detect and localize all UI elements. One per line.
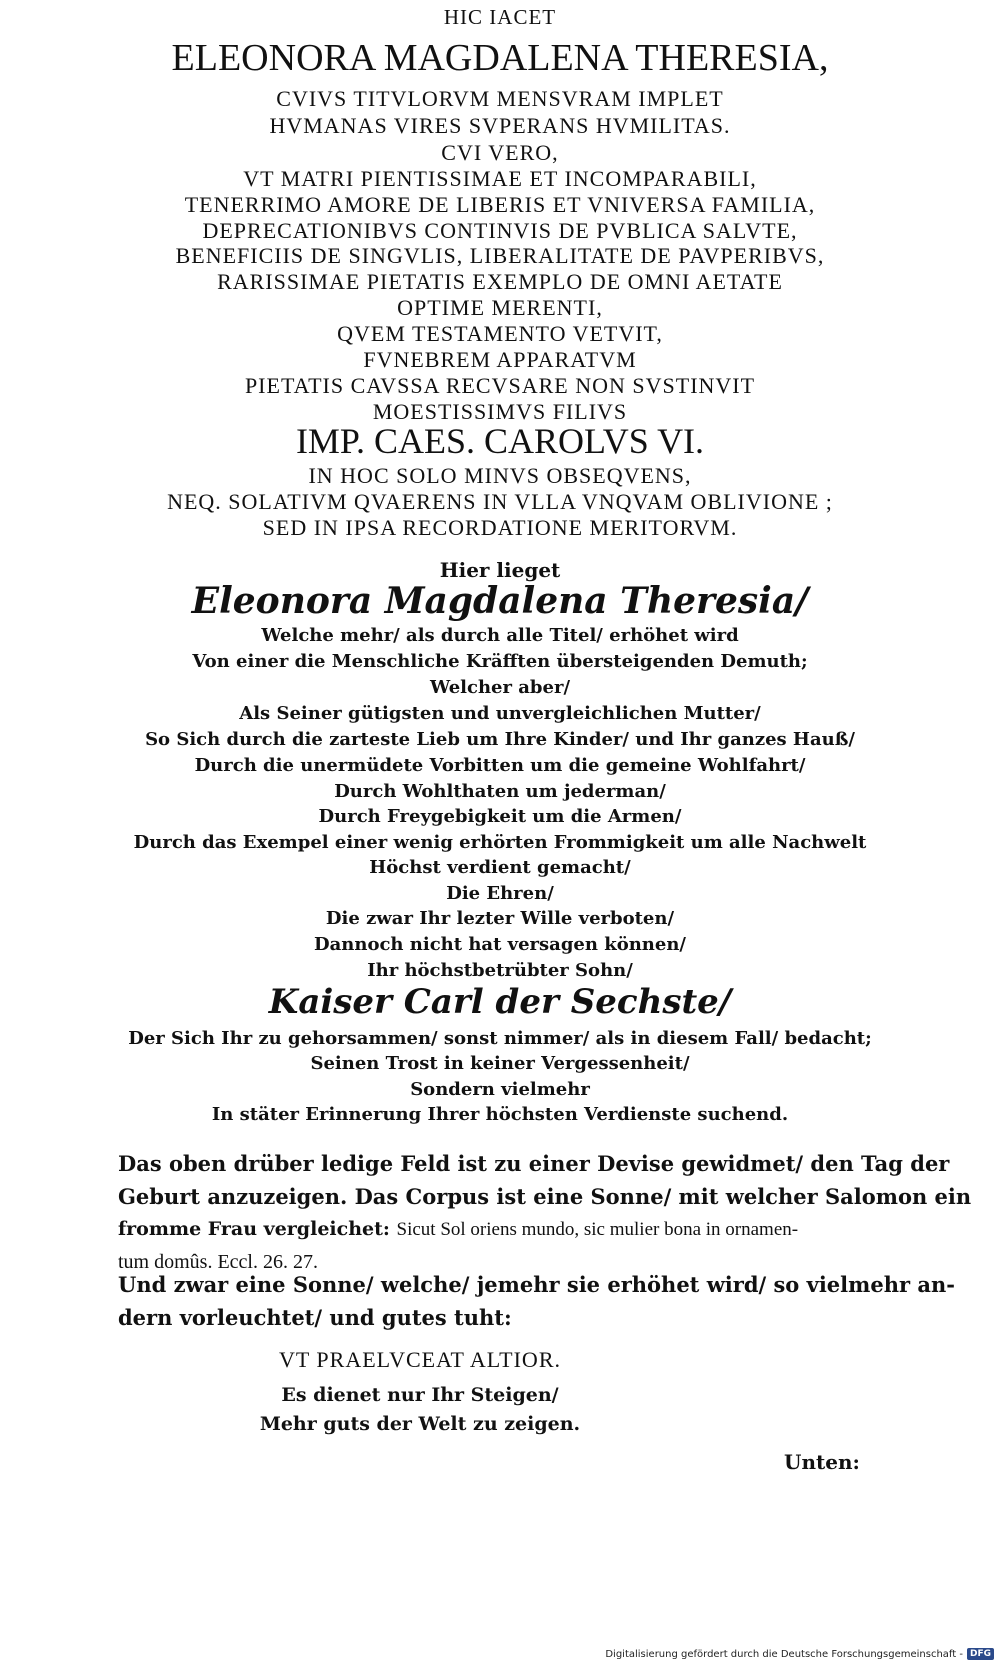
latin-line: CVIVS TITVLORVM MENSVRAM IMPLET xyxy=(276,86,724,111)
latin-line: OPTIME MERENTI, xyxy=(397,295,603,320)
german-line: Durch das Exempel einer wenig erhörten Frommigkeit um alle Nachwelt xyxy=(133,832,867,853)
paragraph-german-fragment: fromme Frau vergleichet: xyxy=(118,1218,390,1240)
german-line: In stäter Erinnerung Ihrer höchsten Verdienste suchend. xyxy=(211,1104,789,1125)
dfg-logo: DFG xyxy=(967,1648,994,1660)
latin-line: VT MATRI PIENTISSIMAE ET INCOMPARABILI, xyxy=(243,166,757,191)
explanation-paragraph xyxy=(118,1147,972,1279)
german-line: Sondern vielmehr xyxy=(410,1079,590,1100)
german-line: Seinen Trost in keiner Vergessenheit/ xyxy=(310,1053,690,1074)
german-line: Hier lieget xyxy=(439,558,561,582)
motto-latin: VT PRAELVCEAT ALTIOR. xyxy=(279,1347,561,1372)
catchword: Unten: xyxy=(784,1450,860,1474)
paragraph-line: dern vorleuchtet/ und gutes tuht: xyxy=(118,1305,512,1330)
latin-line: CVI VERO, xyxy=(441,140,559,165)
motto-german-line: Es dienet nur Ihr Steigen/ xyxy=(281,1384,559,1406)
german-line: Die zwar Ihr lezter Wille verboten/ xyxy=(325,908,675,929)
latin-line: HIC IACET xyxy=(443,5,557,29)
latin-quotation: tum domûs. Eccl. 26. 27. xyxy=(118,1251,318,1273)
german-line: Ihr höchstbetrübter Sohn/ xyxy=(367,960,633,981)
german-line: Von einer die Menschliche Kräfften übersteigenden Demuth; xyxy=(192,651,808,672)
german-line: Durch die unermüdete Vorbitten um die gemeine Wohlfahrt/ xyxy=(194,755,806,776)
german-line: Welcher aber/ xyxy=(429,677,571,698)
paragraph-line: Das oben drüber ledige Feld ist zu einer Devise gewidmet/ den Tag der xyxy=(118,1151,950,1176)
latin-line: PIETATIS CAVSSA RECVSARE NON SVSTINVIT xyxy=(244,373,756,398)
latin-line: RARISSIMAE PIETATIS EXEMPLO DE OMNI AETATE xyxy=(217,269,783,294)
german-line: Durch Freygebigkeit um die Armen/ xyxy=(318,806,682,827)
latin-line: DEPRECATIONIBVS CONTINVIS DE PVBLICA SALVTE, xyxy=(202,218,798,243)
latin-line: NEQ. SOLATIVM QVAERENS IN VLLA VNQVAM OBLIVIONE ; xyxy=(167,489,833,514)
footer-text: Digitalisierung gefördert durch die Deutsche Forschungsgemeinschaft - xyxy=(605,1648,963,1660)
paragraph-line xyxy=(118,1213,918,1246)
latin-line: MOESTISSIMVS FILIVS xyxy=(372,399,628,424)
german-line: Die Ehren/ xyxy=(446,883,554,904)
german-line: Der Sich Ihr zu gehorsammen/ sonst nimmer/ als in diesem Fall/ bedacht; xyxy=(128,1028,872,1049)
latin-line: HVMANAS VIRES SVPERANS HVMILITAS. xyxy=(269,113,731,138)
german-line: Durch Wohlthaten um jederman/ xyxy=(334,781,666,802)
latin-emperor-heading: IMP. CAES. CAROLVS VI. xyxy=(295,421,705,461)
latin-name-heading: ELEONORA MAGDALENA THERESIA, xyxy=(171,37,829,79)
latin-line: TENERRIMO AMORE DE LIBERIS ET VNIVERSA FAMILIA, xyxy=(184,192,816,217)
latin-line: BENEFICIIS DE SINGVLIS, LIBERALITATE DE PAVPERIBVS, xyxy=(175,243,825,268)
digitization-footer xyxy=(605,1648,994,1660)
german-line: Dannoch nicht hat versagen können/ xyxy=(314,934,686,955)
latin-line: IN HOC SOLO MINVS OBSEQVENS, xyxy=(308,463,692,488)
german-line: Welche mehr/ als durch alle Titel/ erhöhet wird xyxy=(261,625,739,646)
latin-quotation: Sicut Sol oriens mundo, sic mulier bona in ornamen- xyxy=(396,1219,799,1240)
latin-line: FVNEBREM APPARATVM xyxy=(363,347,637,372)
german-line: So Sich durch die zarteste Lieb um Ihre Kinder/ und Ihr ganzes Hauß/ xyxy=(145,729,855,750)
latin-line: SED IN IPSA RECORDATIONE MERITORVM. xyxy=(262,515,738,540)
german-line: Höchst verdient gemacht/ xyxy=(369,857,631,878)
motto-german-line: Mehr guts der Welt zu zeigen. xyxy=(259,1413,581,1435)
paragraph-line: Und zwar eine Sonne/ welche/ jemehr sie erhöhet wird/ so vielmehr an- xyxy=(118,1272,955,1297)
latin-line: QVEM TESTAMENTO VETVIT, xyxy=(337,321,663,346)
sun-paragraph xyxy=(118,1268,955,1334)
german-emperor-heading: Kaiser Carl der Sechste/ xyxy=(268,982,732,1022)
german-name-heading: Eleonora Magdalena Theresia/ xyxy=(191,580,809,622)
paragraph-line: Geburt anzuzeigen. Das Corpus ist eine Sonne/ mit welcher Salomon ein xyxy=(118,1184,972,1209)
german-line: Als Seiner gütigsten und unvergleichlichen Mutter/ xyxy=(239,703,761,724)
